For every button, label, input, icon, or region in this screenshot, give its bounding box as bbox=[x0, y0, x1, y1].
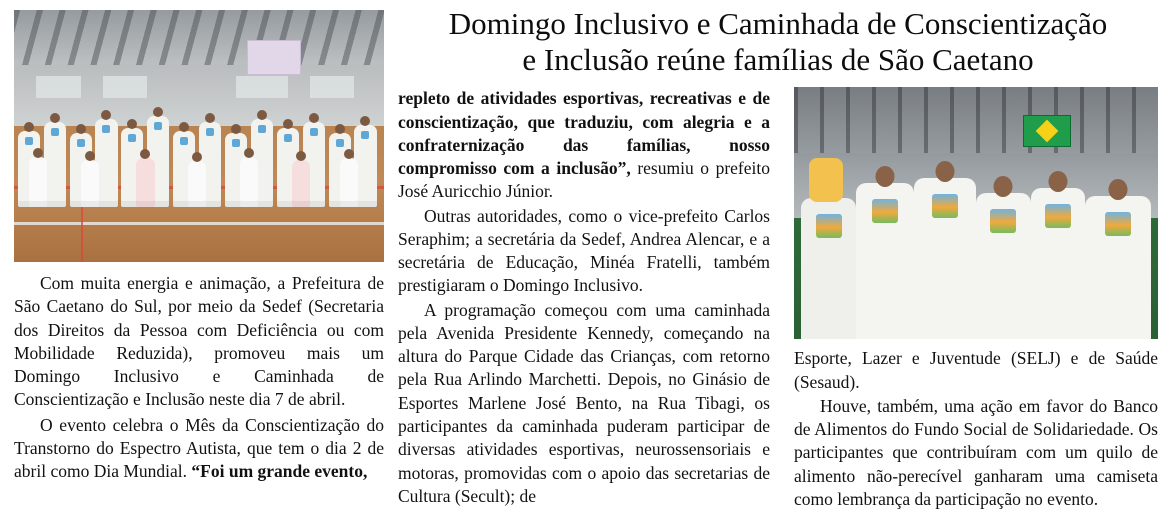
paragraph: Com muita energia e animação, a Prefeitura de São Caetano do Sul, por meio da Sedef (Secretaria dos Direitos da Pessoa com Deficiência ou com Mobilidade Reduzida), promoveu mais um Domingo Inclusivo e Caminhada de Conscientização e Inclusão neste dia 7 de abril. bbox=[14, 273, 384, 410]
court-line bbox=[14, 222, 384, 225]
person bbox=[240, 157, 259, 207]
person bbox=[1031, 188, 1086, 339]
person bbox=[914, 178, 976, 339]
photo-caption bbox=[794, 347, 1158, 511]
paragraph: Houve, também, uma ação em favor do Banco de Alimentos do Fundo Social de Solidariedade. Os participantes que contribuíram com um quilo de alimento não-perecível ganharam uma camiseta como lembrança da participação no evento. bbox=[794, 395, 1158, 509]
lead-paragraph bbox=[398, 87, 770, 203]
person bbox=[340, 158, 359, 206]
paragraph: A programação começou com uma caminhada pela Avenida Presidente Kennedy, começando na altura do Parque Cidade das Crianças, com retorno pela Rua Arlindo Marchetti. Depois, no Ginásio de Esportes Marlene José Bento, na Rua Tibagi, os participantes da caminhada puderam participar de diversas atividades esportivas, neurossensoriais e motoras, promovidas com o apoio das secretarias de Cultura (Secult); de bbox=[398, 299, 770, 506]
child bbox=[809, 158, 843, 202]
lead-rest: resumiu o prefeito José Auricchio Júnior. bbox=[398, 158, 770, 202]
main-photo bbox=[14, 10, 384, 262]
crowd-group bbox=[14, 60, 384, 206]
person bbox=[856, 183, 914, 339]
left-body-text bbox=[14, 272, 384, 483]
person bbox=[188, 161, 207, 206]
person bbox=[292, 160, 311, 207]
headline-line-1: Domingo Inclusivo e Caminhada de Conscientização bbox=[448, 6, 1108, 41]
page-title bbox=[398, 6, 1158, 77]
gym-ceiling-beams bbox=[14, 10, 384, 65]
person bbox=[1085, 196, 1151, 340]
right-area bbox=[398, 0, 1158, 509]
person bbox=[976, 193, 1031, 339]
main-photo-graphic bbox=[14, 10, 384, 262]
caption-continuation: Esporte, Lazer e Juventude (SELJ) e de Saúde (Sesaud). bbox=[794, 348, 1158, 392]
middle-column bbox=[398, 87, 770, 509]
person bbox=[81, 160, 100, 207]
left-column bbox=[14, 10, 384, 488]
pull-quote-start: “Foi um grande evento, bbox=[191, 461, 368, 482]
paragraph: Outras autoridades, como o vice-prefeito Carlos Seraphim; a secretária da Sedef, Andrea Alencar, e a secretária de Educação, Minéa Fratelli, também prestigiaram o Domingo Inclusivo. bbox=[398, 205, 770, 296]
side-photo bbox=[794, 87, 1158, 339]
paragraph bbox=[14, 414, 384, 484]
arena-truss bbox=[794, 87, 1158, 153]
headline-line-2: e Inclusão reúne famílias de São Caetano bbox=[522, 41, 1034, 77]
person bbox=[136, 158, 155, 206]
person bbox=[29, 157, 48, 207]
right-column bbox=[794, 87, 1158, 512]
brazil-flag-icon bbox=[1023, 115, 1071, 147]
paragraph-text: O evento celebra o Mês da Conscientização do Transtorno do Espectro Autista, que tem o dia 2 de abril como Dia Mundial. bbox=[14, 414, 384, 482]
side-photo-graphic bbox=[794, 87, 1158, 339]
lead-bold: repleto de atividades esportivas, recreativas e de conscientização, que traduziu, com alegria e a confraternização das famílias, nosso compromisso com a inclusão”, bbox=[398, 88, 770, 179]
person bbox=[801, 198, 856, 339]
